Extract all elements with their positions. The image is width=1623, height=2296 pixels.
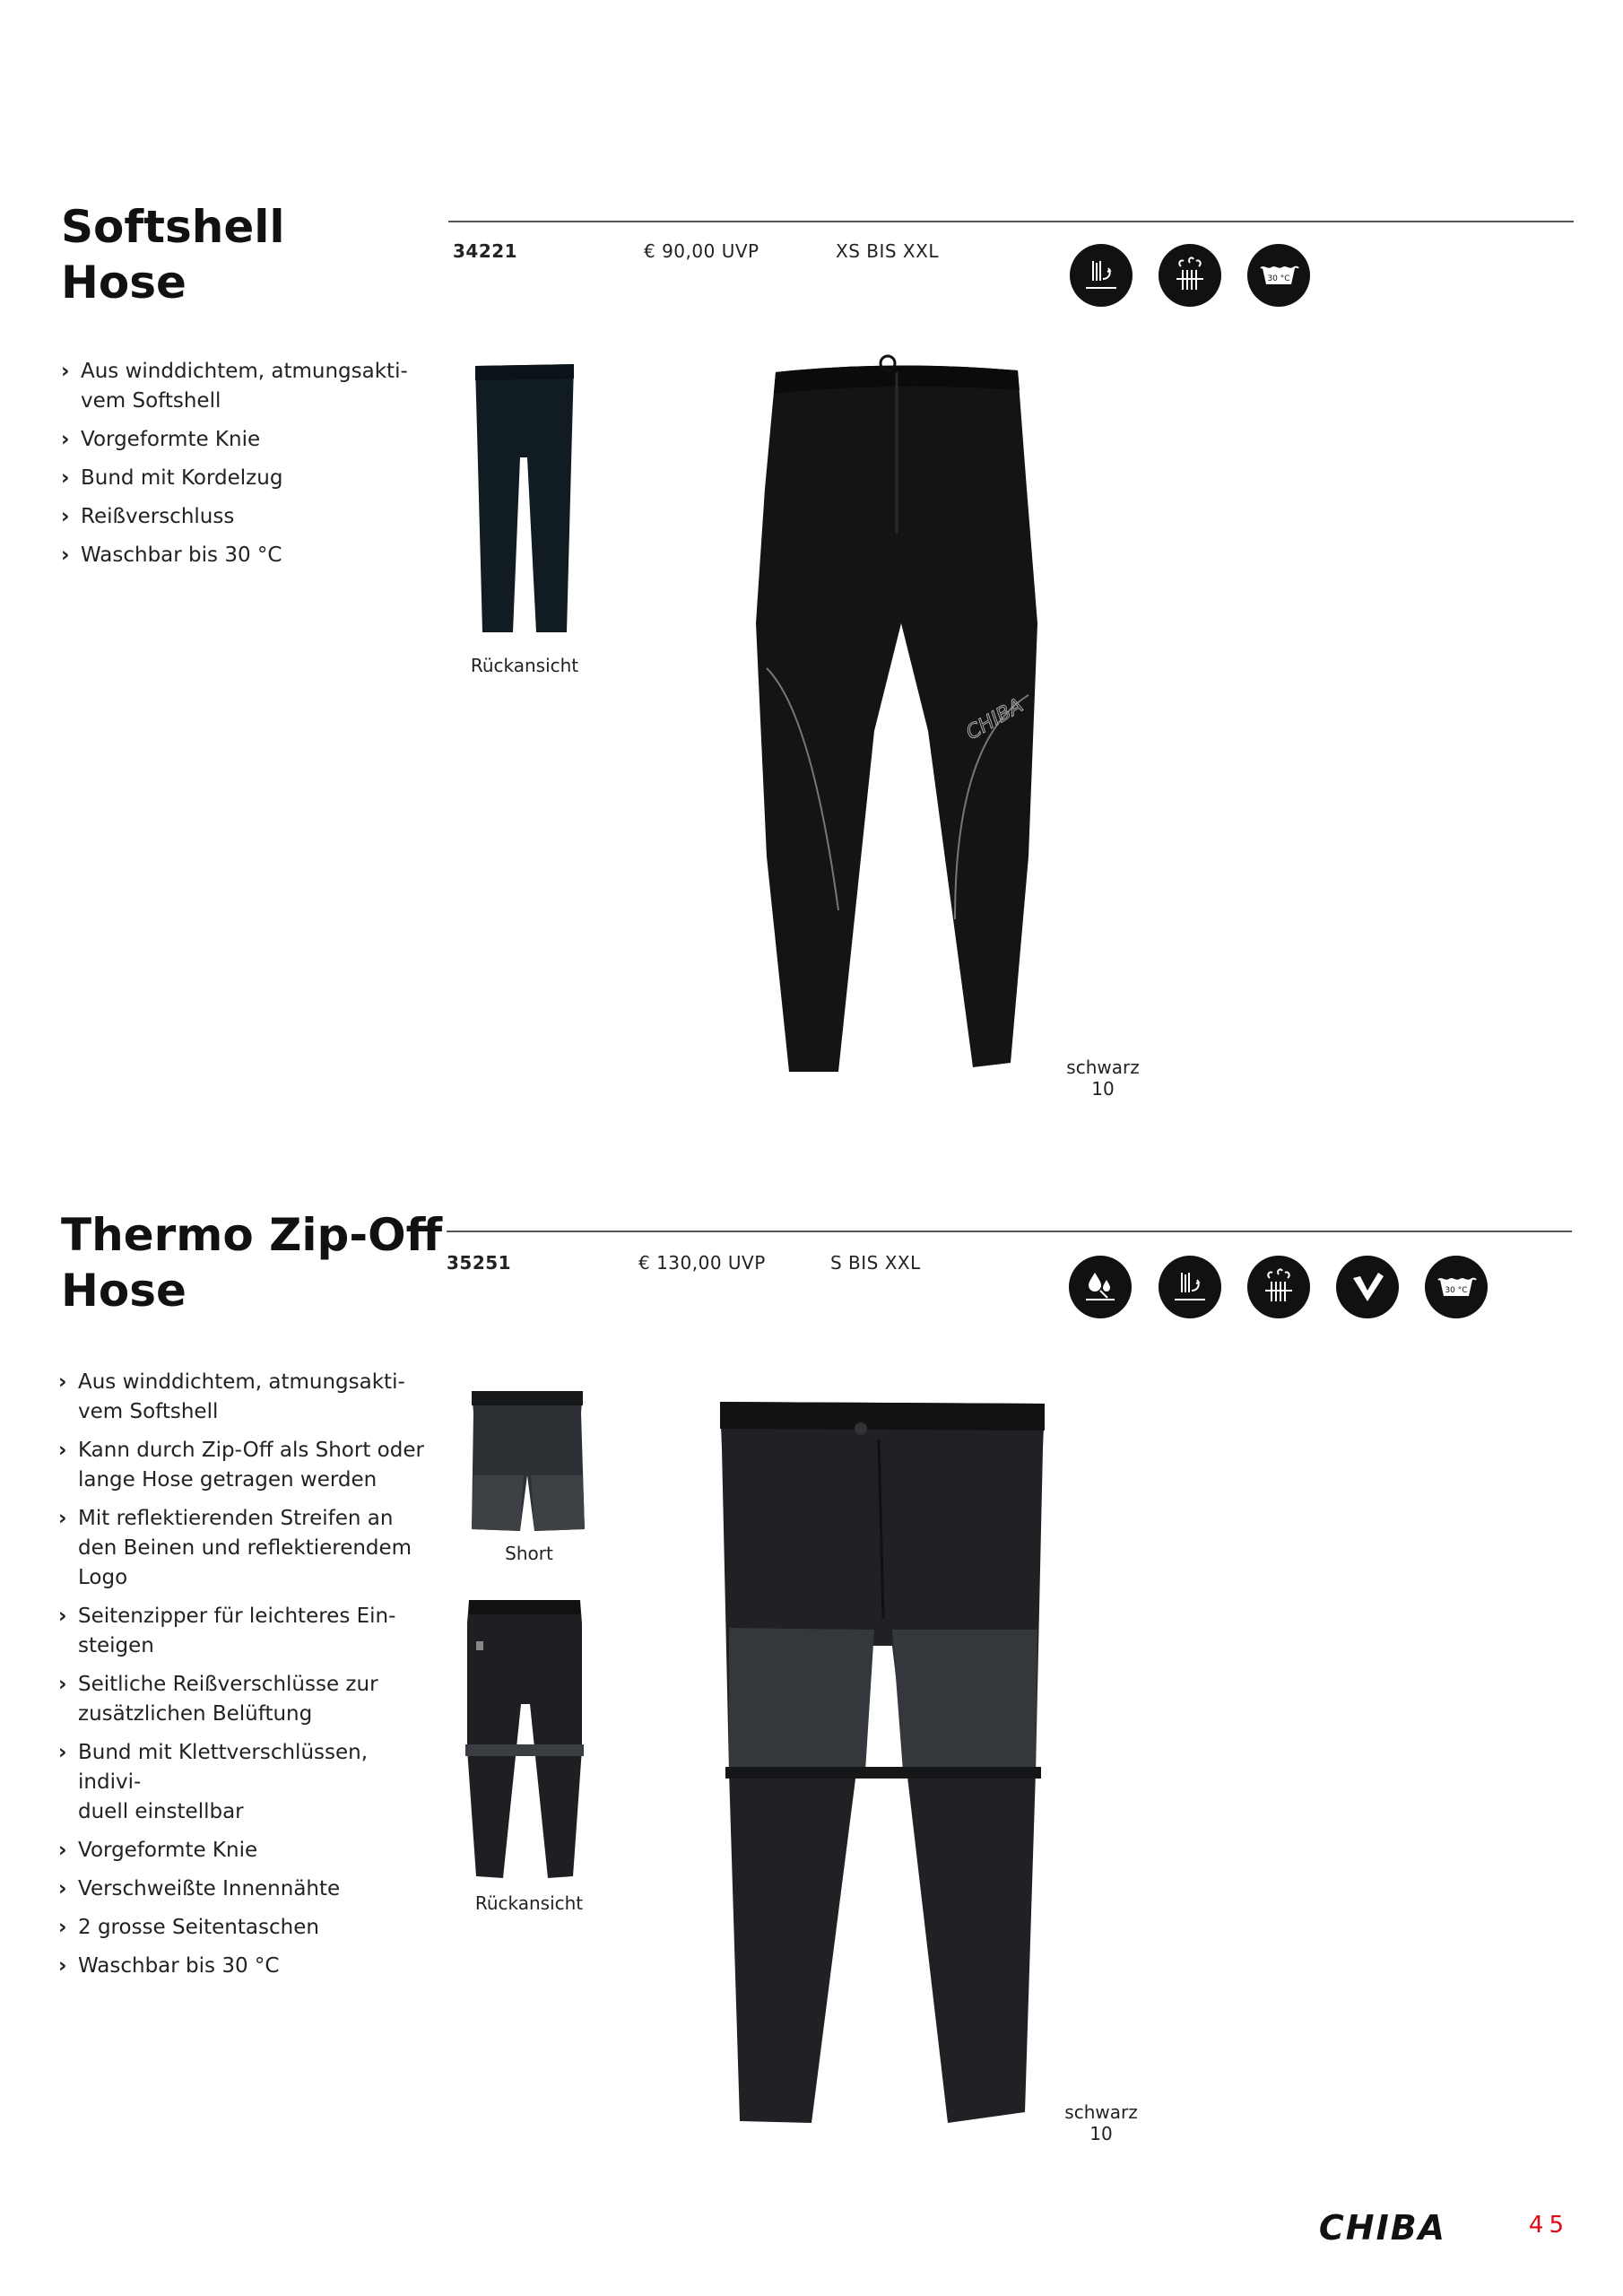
- title-line: Hose: [61, 257, 187, 309]
- reflective-icon: [1336, 1256, 1399, 1318]
- back-view-image: [466, 359, 583, 639]
- product-title: [61, 1207, 442, 1318]
- title-line: Softshell: [61, 201, 285, 253]
- list-item: › Waschbar bis 30 °C: [58, 1954, 280, 1978]
- list-item: › Reißverschluss: [61, 505, 235, 528]
- list-item: › Waschbar bis 30 °C: [61, 544, 282, 567]
- article-number: 34221: [453, 240, 518, 262]
- list-item: › Vorgeformte Knie: [61, 428, 261, 451]
- list-item: › Bund mit Klettverschlüssen, indivi- duell einstellbar: [58, 1741, 369, 1823]
- feature-list: [58, 1368, 435, 1990]
- color-label: [1049, 1057, 1157, 1100]
- wash-30-icon: [1425, 1256, 1488, 1318]
- windproof-icon: [1159, 1256, 1221, 1318]
- water-repellent-icon: [1069, 1256, 1132, 1318]
- list-item: › 2 grosse Seitentaschen: [58, 1916, 319, 1939]
- short-image: [468, 1386, 586, 1534]
- price: € 130,00 UVP: [638, 1252, 766, 1274]
- price: € 90,00 UVP: [644, 240, 759, 262]
- list-item: › Seitenzipper für leichteres Ein- steigen: [58, 1605, 396, 1657]
- breathable-icon: [1159, 244, 1221, 307]
- title-line: Thermo Zip-Off: [61, 1209, 443, 1261]
- page-number: 45: [1528, 2212, 1569, 2239]
- svg-text:30 °C: 30 °C: [1445, 1286, 1468, 1295]
- short-caption: Short: [505, 1543, 553, 1564]
- color-label: [1047, 2101, 1155, 2144]
- svg-text:30 °C: 30 °C: [1267, 274, 1290, 283]
- list-item: › Seitliche Reißverschlüsse zur zusätzlichen Belüftung: [58, 1673, 378, 1726]
- svg-text:CHIBA: CHIBA: [1318, 2211, 1447, 2247]
- list-item: › Mit reflektierenden Streifen an den Beinen und reflektierendem Logo: [58, 1507, 412, 1589]
- divider: [447, 1231, 1572, 1232]
- color-code: 10: [1091, 1078, 1115, 1100]
- product-title: [61, 199, 285, 310]
- list-item: › Verschweißte Innennähte: [58, 1877, 341, 1900]
- divider: [448, 221, 1574, 222]
- list-item: › Bund mit Kordelzug: [61, 466, 283, 490]
- main-product-image: [713, 1395, 1049, 2130]
- sizes: S BIS XXL: [830, 1252, 921, 1274]
- svg-text:CHIBA: CHIBA: [962, 694, 1028, 745]
- feature-list: [61, 357, 420, 579]
- back-view-caption: Rückansicht: [470, 655, 579, 676]
- wash-30-icon: [1247, 244, 1310, 307]
- title-line: Hose: [61, 1265, 187, 1317]
- color-name: schwarz: [1064, 2101, 1138, 2123]
- color-code: 10: [1089, 2123, 1113, 2144]
- breathable-icon: [1247, 1256, 1310, 1318]
- list-item: › Vorgeformte Knie: [58, 1839, 258, 1862]
- sizes: XS BIS XXL: [836, 240, 939, 262]
- list-item: › Aus winddichtem, atmungsakti- vem Softshell: [58, 1370, 405, 1423]
- back-view-caption: Rückansicht: [474, 1892, 584, 1914]
- list-item: › Aus winddichtem, atmungsakti- vem Softshell: [61, 360, 408, 413]
- windproof-icon: [1070, 244, 1133, 307]
- list-item: › Kann durch Zip-Off als Short oder lange Hose getragen werden: [58, 1439, 424, 1492]
- color-name: schwarz: [1066, 1057, 1140, 1078]
- brand-logo: [1300, 2211, 1466, 2247]
- main-product-image: [749, 354, 1045, 1081]
- article-number: 35251: [447, 1252, 512, 1274]
- back-view-image: [462, 1596, 587, 1883]
